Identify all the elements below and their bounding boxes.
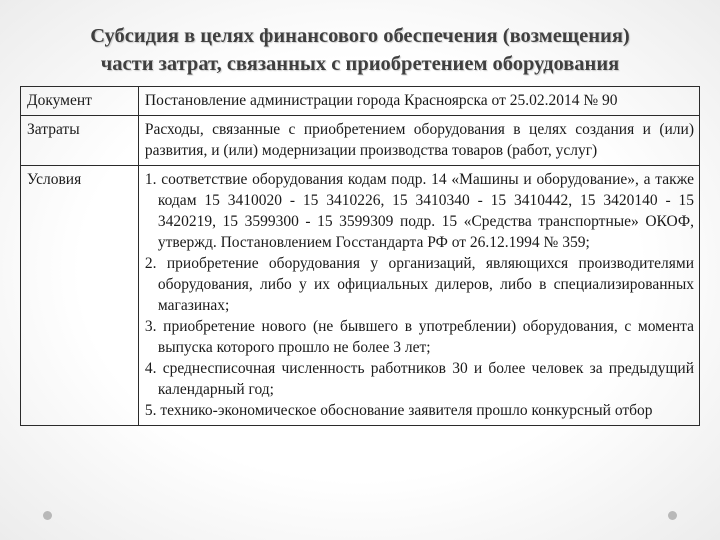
conditions-list — [145, 169, 694, 421]
row-label-document: Документ — [21, 87, 139, 116]
decorative-dot-left — [43, 511, 52, 520]
condition-item-1: 1. соответствие оборудования кодам подр. 14 «Машины и оборудование», а также кодам 15 3410020 - 15 3410226, 15 3410340 - 15 3410442, 15 3420140 - 15 3420219, 15 3599300 - 15 3599309 подр. 15 «Средства транспортные» ОКОФ, утвержд. Постановлением Госстандарта РФ от 26.12.1994 № 359; — [144, 171, 694, 251]
table-row-document — [21, 87, 700, 116]
title-line-1: Субсидия в целях финансового обеспечения (возмещения) — [90, 25, 630, 47]
row-label-expenses: Затраты — [21, 116, 139, 166]
row-label-conditions: Условия — [21, 166, 139, 426]
condition-item-4: 4. среднесписочная численность работников 30 и более человек за предыдущий календарный год; — [144, 360, 694, 398]
table-row-expenses — [21, 116, 700, 166]
condition-item-5: 5. технико-экономическое обоснование заявителя прошло конкурсный отбор — [144, 402, 653, 419]
row-value-expenses: Расходы, связанные с приобретением оборудования в целях создания и (или) развития, и (или) модернизации производства товаров (работ, услуг) — [138, 116, 699, 166]
title-line-2: части затрат, связанных с приобретением оборудования — [100, 53, 620, 75]
subsidy-table — [20, 86, 700, 426]
row-value-document: Постановление администрации города Красноярска от 25.02.2014 № 90 — [138, 87, 699, 116]
condition-item-2: 2. приобретение оборудования у организаций, являющихся производителями оборудования, либо у их официальных дилеров, либо в специализированных магазинах; — [144, 255, 694, 314]
row-value-conditions — [138, 166, 699, 426]
table-row-conditions — [21, 166, 700, 426]
slide-title — [20, 22, 700, 78]
decorative-dot-right — [668, 511, 677, 520]
condition-item-3: 3. приобретение нового (не бывшего в употреблении) оборудования, с момента выпуска которого прошло не более 3 лет; — [144, 318, 694, 356]
